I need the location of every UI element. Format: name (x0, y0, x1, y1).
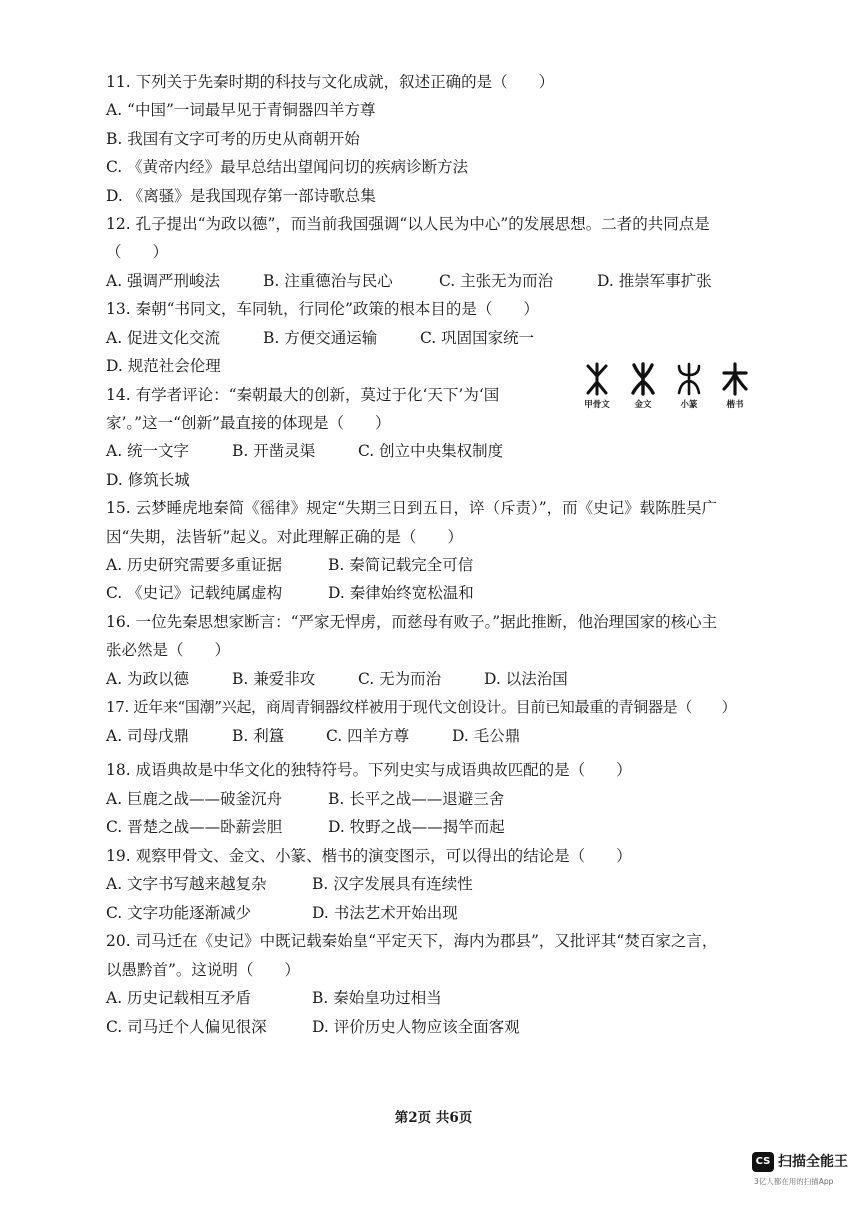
option: A. 文字书写越来越复杂 (106, 875, 267, 893)
question-12-options (106, 271, 712, 291)
question-15-options-ab (106, 555, 473, 575)
option: C. 四羊方尊 (326, 727, 410, 745)
question-13-option-d: D. 规范社会伦理 (106, 357, 221, 375)
option: C. 巩固国家统一 (420, 329, 535, 347)
option: B. 方便交通运输 (263, 329, 378, 347)
script-evolution-figure (578, 362, 753, 417)
question-19-options-cd (106, 903, 458, 923)
page-number: 第2页 共6页 (394, 1110, 473, 1126)
option: A. 司母戊鼎 (106, 727, 190, 745)
option: B. 秦简记载完全可信 (328, 556, 474, 574)
question-18-options-cd (106, 817, 505, 837)
camscanner-logo-icon: CS (752, 1152, 774, 1172)
question-16-options (106, 669, 568, 689)
question-11-option-c: C. 《黄帝内经》最早总结出望闻问切的疾病诊断方法 (106, 158, 469, 176)
option: B. 秦始皇功过相当 (312, 989, 442, 1007)
question-14-option-d: D. 修筑长城 (106, 471, 190, 489)
option: A. 为政以德 (106, 670, 190, 688)
question-20-options-cd (106, 1017, 520, 1037)
question-11-option-d: D. 《离骚》是我国现存第一部诗歌总集 (106, 187, 376, 205)
option: B. 长平之战——退避三舍 (328, 790, 505, 808)
regular-script-mu-icon (721, 362, 749, 396)
option: D. 以法治国 (484, 670, 568, 688)
regular-script-glyph (716, 362, 754, 410)
question-14-stem-cont: 家’。”这一“创新”最直接的体现是（ ） (106, 414, 391, 432)
option: A. 强调严刑峻法 (106, 272, 221, 290)
option: D. 秦律始终宽松温和 (328, 584, 474, 602)
option: C. 无为而治 (358, 670, 442, 688)
oracle-bone-mu-icon (583, 362, 611, 396)
question-19-stem: 19. 观察甲骨文、金文、小篆、楷书的演变图示，可以得出的结论是（ ） (106, 847, 632, 865)
option: D. 毛公鼎 (452, 727, 521, 745)
option: B. 利簋 (232, 727, 285, 745)
question-18-options-ab (106, 789, 504, 809)
question-12-stem: 12. 孔子提出“为政以德”，而当前我国强调“以人民为中心”的发展思想。二者的共同点是 (106, 215, 710, 233)
question-12-stem-cont: （ ） (106, 243, 169, 261)
option: B. 汉字发展具有连续性 (312, 875, 473, 893)
question-14-options (106, 441, 503, 461)
option: B. 兼爱非攻 (232, 670, 316, 688)
question-20-stem-cont: 以愚黔首”。这说明（ ） (106, 961, 300, 979)
glyph-caption: 金文 (634, 400, 652, 410)
option: D. 评价历史人物应该全面客观 (312, 1018, 520, 1036)
glyph-caption: 甲骨文 (584, 400, 610, 410)
option: C. 文字功能逐渐减少 (106, 904, 252, 922)
oracle-bone-glyph (578, 362, 616, 410)
option: A. 巨鹿之战——破釜沉舟 (106, 790, 283, 808)
question-11-option-b: B. 我国有文字可考的历史从商朝开始 (106, 130, 360, 148)
question-16-stem-cont: 张必然是（ ） (106, 641, 231, 659)
bronze-glyph (624, 362, 662, 410)
question-15-options-cd (106, 583, 474, 603)
option: D. 书法艺术开始出现 (312, 904, 458, 922)
small-seal-mu-icon (675, 362, 703, 396)
question-13-options (106, 328, 534, 348)
glyph-caption: 小篆 (680, 400, 698, 410)
option: C. 主张无为而治 (439, 272, 554, 290)
question-20-options-ab (106, 988, 442, 1008)
option: A. 统一文字 (106, 442, 190, 460)
question-16-stem: 16. 一位先秦思想家断言：“严家无悍虏，而慈母有败子。”据此推断，他治理国家的核心主 (106, 613, 718, 631)
option: A. 促进文化交流 (106, 329, 221, 347)
option: D. 牧野之战——揭竿而起 (328, 818, 505, 836)
bronze-mu-icon (629, 362, 657, 396)
option: B. 开凿灵渠 (232, 442, 316, 460)
question-14-stem: 14. 有学者评论：“秦朝最大的创新，莫过于化‘天下’为‘国 (106, 386, 500, 404)
question-11-stem: 11. 下列关于先秦时期的科技与文化成就，叙述正确的是（ ） (106, 73, 555, 91)
question-18-stem: 18. 成语典故是中华文化的独特符号。下列史实与成语典故匹配的是（ ） (106, 761, 632, 779)
question-15-stem: 15. 云梦睡虎地秦简《徭律》规定“失期三日到五日，谇（斥责）”，而《史记》载陈胜吴广 (106, 499, 718, 517)
watermark-tagline: 3亿人都在用的扫描App (754, 1177, 834, 1186)
question-13-stem: 13. 秦朝“书同文，车同轨，行同伦”政策的根本目的是（ ） (106, 300, 539, 318)
question-11-option-a: A. “中国”一词最早见于青铜器四羊方尊 (106, 101, 376, 119)
question-19-options-ab (106, 874, 473, 894)
option: D. 推崇军事扩张 (597, 272, 712, 290)
question-20-stem: 20. 司马迁在《史记》中既记载秦始皇“平定天下，海内为郡县”，又批评其“焚百家之言， (106, 932, 718, 950)
question-17-stem: 17. 近年来“国潮”兴起，商周青铜器纹样被用于现代文创设计。目前已知最重的青铜器是（ ） (106, 698, 737, 716)
option: B. 注重德治与民心 (263, 272, 393, 290)
scanner-watermark (752, 1150, 862, 1210)
option: C. 《史记》记载纯属虚构 (106, 584, 283, 602)
glyph-caption: 楷书 (726, 400, 744, 410)
small-seal-glyph (670, 362, 708, 410)
question-17-options (106, 726, 520, 746)
option: C. 创立中央集权制度 (358, 442, 504, 460)
option: C. 司马迁个人偏见很深 (106, 1018, 267, 1036)
option: A. 历史记载相互矛盾 (106, 989, 252, 1007)
watermark-brand: 扫描全能王 (778, 1154, 848, 1170)
option: C. 晋楚之战——卧薪尝胆 (106, 818, 283, 836)
option: A. 历史研究需要多重证据 (106, 556, 283, 574)
question-15-stem-cont: 因“失期，法皆斩”起义。对此理解正确的是（ ） (106, 528, 463, 546)
